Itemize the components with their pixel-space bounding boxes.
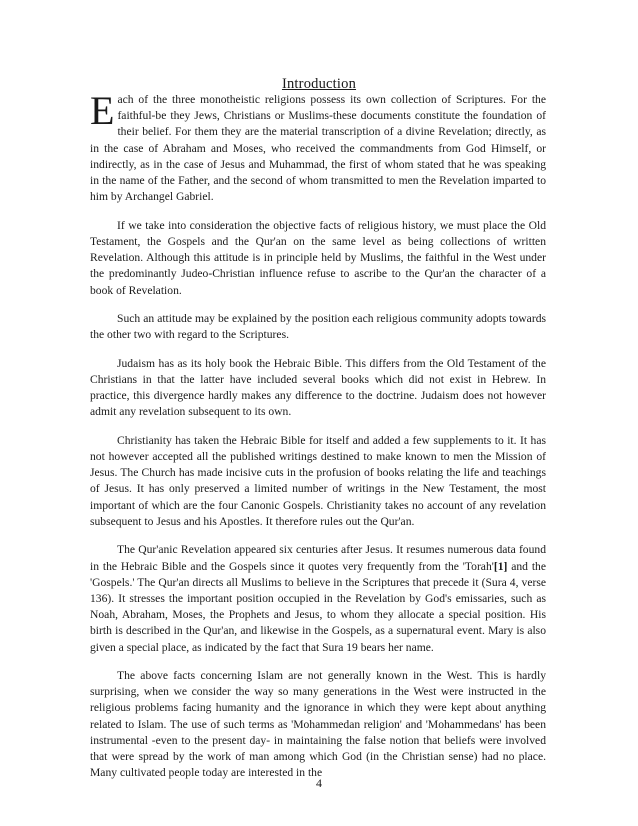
page-title: Introduction [281,76,357,92]
paragraph-5: Christianity has taken the Hebraic Bible for itself and added a few supplements to it. It has not however accepted all the published writings destined to make known to men the Mission of Jesus. The Church has made incisive cuts in the profusion of books relating the life and teachings of Jesus. It has only preserved a limited number of writings in the New Testament, the most important of which are the four Canonic Gospels. Christianity takes no account of any revelation subsequent to Jesus and his Apostles. It therefore rules out the Qur'an. [90,433,546,528]
paragraph-6-text-before: The Qur'anic Revelation appeared six centuries after Jesus. It resumes numerous data found in the Hebraic Bible and the Gospels since it quotes very frequently from the 'Torah' [90,543,546,573]
body-text [90,88,547,794]
drop-cap: E [90,88,115,133]
paragraph-4: Judaism has as its holy book the Hebraic Bible. This differs from the Old Testament of the Christians in that the latter have included several books which did not exist in Hebrew. In practice, this divergence hardly makes any difference to the doctrine. Judaism does not however admit any revelation subsequent to its own. [90,356,546,419]
paragraph-1 [90,88,546,205]
paragraph-6-text-after: and the 'Gospels.' The Qur'an directs all Muslims to believe in the Scriptures that precede it (Sura 4, verse 136). It stresses the important position occupied in the Revelation by God's emissaries, such as Noah, Abraham, Moses, the Prophets and Jesus, to whom they allocate a special position. His birth is described in the Qur'an, and likewise in the Gospels, as a supernatural event. Mary is also given a special place, as indicated by the fact that Sura 19 bears her name. [90,559,547,654]
page-number: 4 [316,776,322,790]
paragraph-6 [90,542,546,655]
paragraph-1-text: ach of the three monotheistic religions possess its own collection of Scriptures. For the faithful-be they Jews, Christians or Muslims-these documents constitute the foundation of their belief. For them they are the material transcription of a divine Revelation; directly, as in the case of Abraham and Moses, who received the commandments from God Himself, or indirectly, as in the case of Jesus and Muhammad, the first of whom stated that he was speaking in the name of the Father, and the second of whom transmitted to men the Revelation imparted to him by Archangel Gabriel. [90,93,546,204]
paragraph-7: The above facts concerning Islam are not generally known in the West. This is hardly surprising, when we consider the way so many generations in the West were instructed in the religious problems facing humanity and the ignorance in which they were kept about anything related to Islam. The use of such terms as 'Mohammedan religion' and 'Mohammedans' has been instrumental -even to the present day- in maintaining the false notion that beliefs were involved that were spread by the work of man among which God (in the Christian sense) had no place. Many cultivated people today are interested in the [90,669,546,780]
paragraph-2: If we take into consideration the objective facts of religious history, we must place the Old Testament, the Gospels and the Qur'an on the same level as being collections of written Revelation. Although this attitude is in principle held by Muslims, the faithful in the West under the predominantly Judeo-Christian influence refuse to ascribe to the Qur'an the character of a book of Revelation. [90,218,546,297]
paragraph-3: Such an attitude may be explained by the position each religious community adopts towards the other two with regard to the Scriptures. [90,312,546,342]
footnote-link[interactable]: [1] [493,559,508,573]
